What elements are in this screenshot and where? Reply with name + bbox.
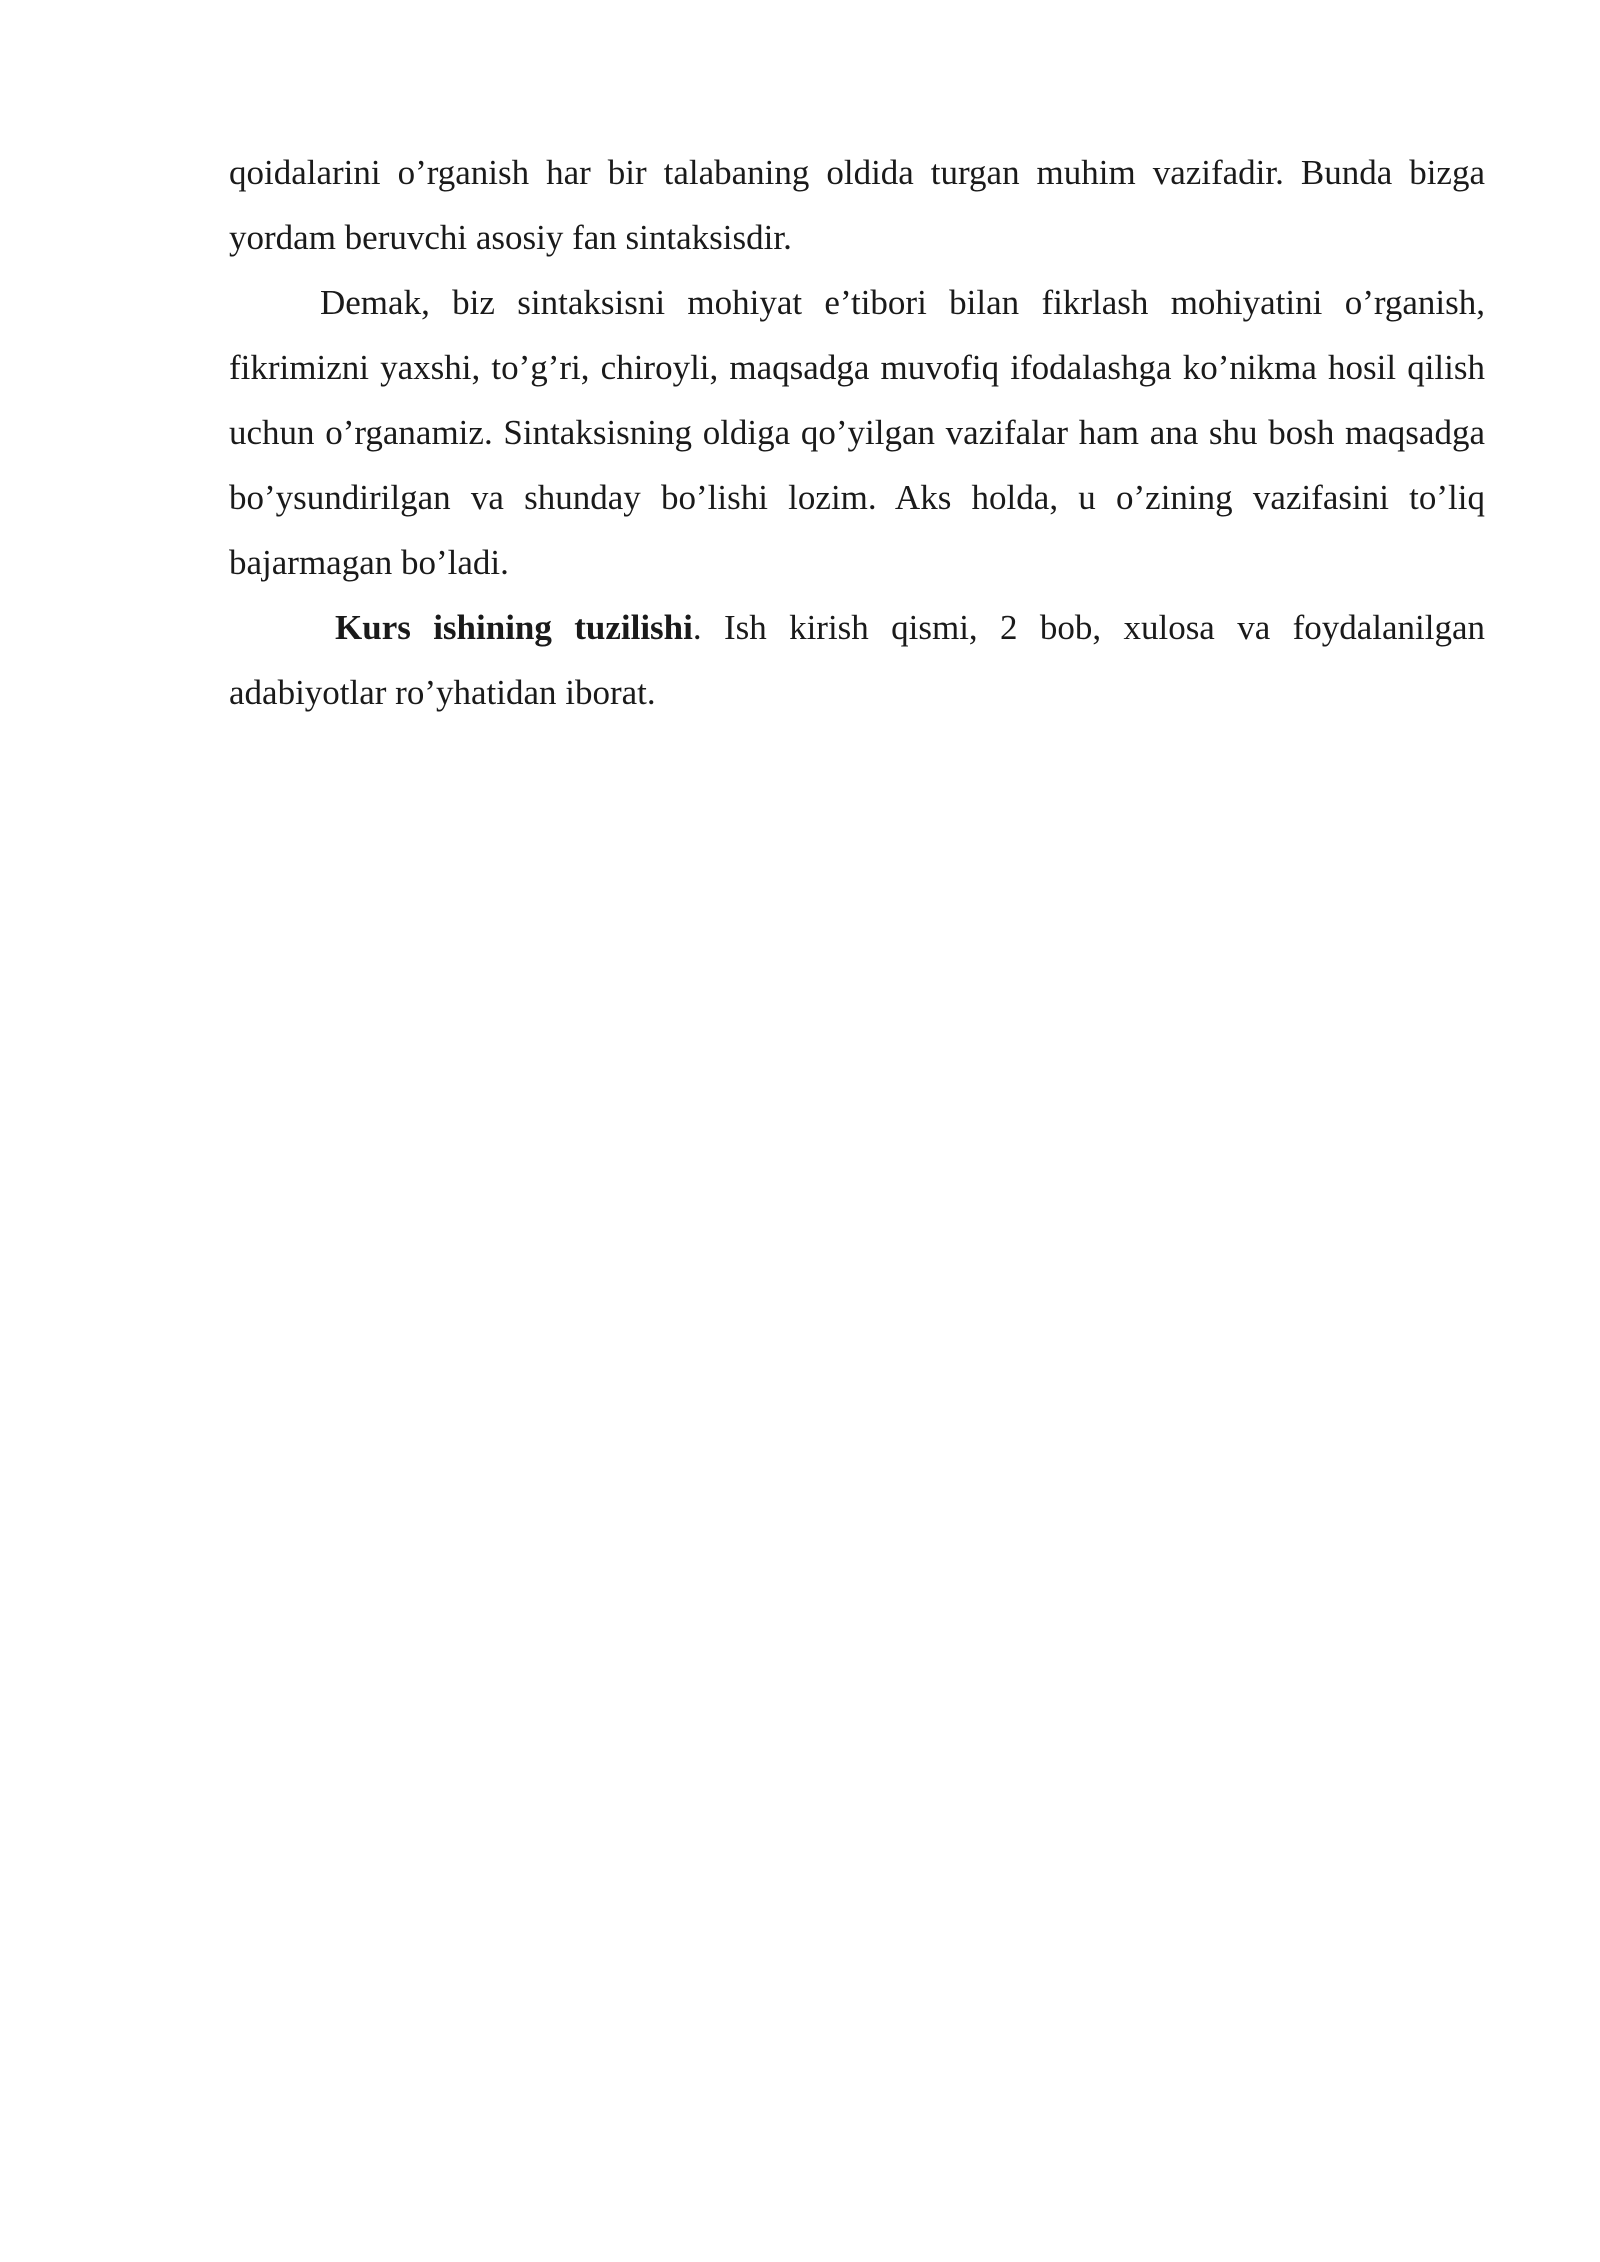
document-body <box>229 140 1485 725</box>
paragraph-1-text: qoidalarini o’rganish har bir talabaning oldida turgan muhim vazifadir. Bunda bizga yordam beruvchi asosiy fan sintaksisdir. <box>229 153 1485 257</box>
paragraph-3-heading: Kurs ishining tuzilishi <box>335 608 693 647</box>
paragraph-3-text: . Ish kirish qismi, 2 bob, xulosa va foydalanilgan adabiyotlar ro’yhatidan iborat. <box>229 608 1485 712</box>
paragraph-1 <box>229 140 1485 270</box>
paragraph-2 <box>229 270 1485 595</box>
paragraph-2-text: Demak, biz sintaksisni mohiyat e’tibori bilan fikrlash mohiyatini o’rganish, fikrimizni yaxshi, to’g’ri, chiroyli, maqsadga muvofiq ifodalashga ko’nikma hosil qilish uchun o’rganamiz. Sintaksisning oldiga qo’yilgan vazifalar ham ana shu bosh maqsadga bo’ysundirilgan va shunday bo’lishi lozim. Aks holda, u o’zining vazifasini to’liq bajarmagan bo’ladi. <box>229 283 1485 582</box>
paragraph-3 <box>229 595 1485 725</box>
